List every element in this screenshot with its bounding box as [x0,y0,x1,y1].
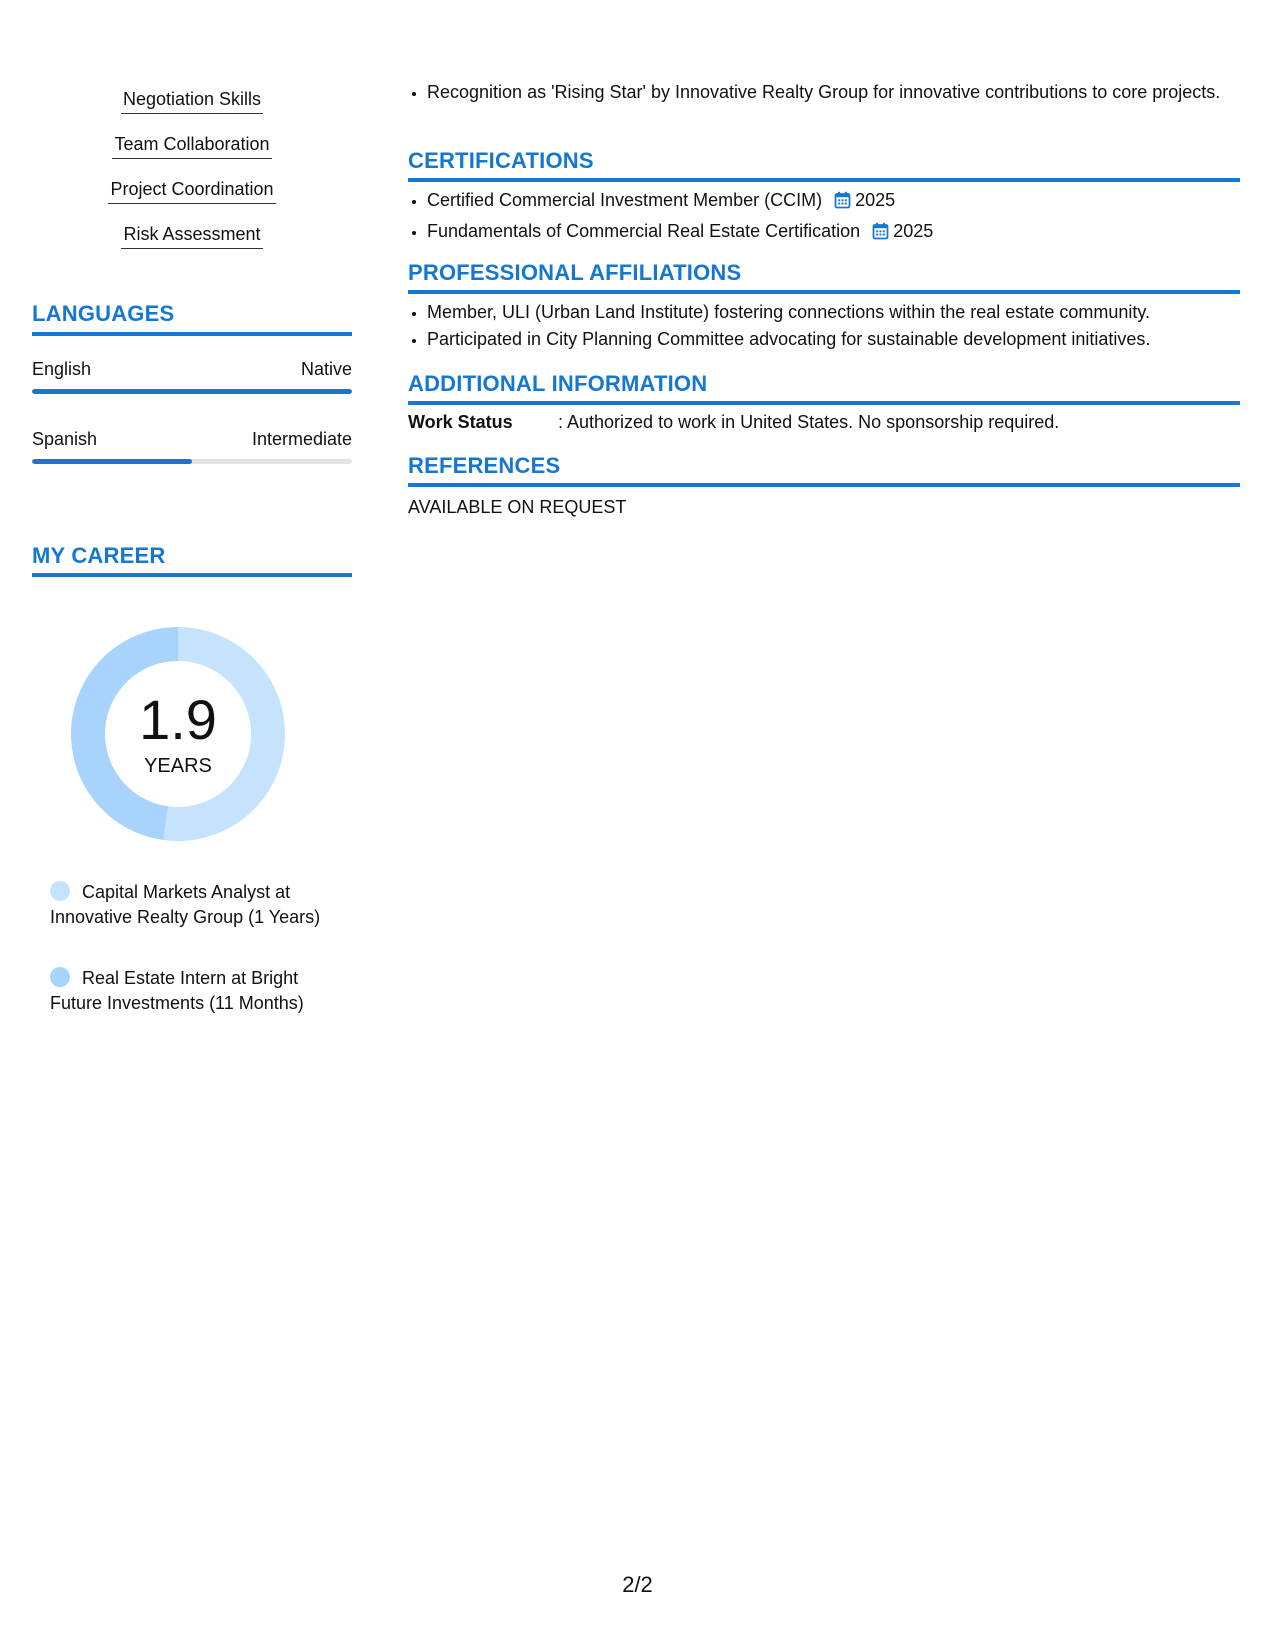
languages-rule [32,332,352,336]
calendar-icon [834,191,851,216]
career-donut-chart [64,620,292,848]
calendar-icon [872,222,889,247]
references-title: REFERENCES [408,453,561,478]
certification-name: Fundamentals of Commercial Real Estate Certification [427,221,861,241]
affiliations-rule [408,290,1240,294]
skill-item [32,223,352,249]
language-level: Intermediate [251,429,352,449]
legend-label: Real Estate Intern at Bright Future Investments (11 Months) [50,968,304,1013]
list-item: • Member, ULI (Urban Land Institute) fostering connections within the real estate community. [427,300,1240,325]
language-bar-fill [32,459,192,464]
references-text: AVAILABLE ON REQUEST [408,497,627,517]
career-title: MY CAREER [32,543,166,568]
skill-label: Team Collaboration [112,133,271,159]
skill-item [32,133,352,159]
career-rule [32,573,352,577]
page-number: 2/2 [622,1572,653,1597]
certification-item [427,188,1240,216]
work-status-value: : Authorized to work in United States. No sponsorship required. [558,412,1060,432]
additional-rule [408,401,1240,405]
languages-title: LANGUAGES [32,301,175,326]
legend-dot [50,881,70,901]
certifications-rule [408,178,1240,182]
skill-label: Risk Assessment [121,223,262,249]
language-row [32,428,352,450]
list-item: • Participated in City Planning Committee advocating for sustainable development initiatives. [427,327,1240,352]
donut-center [64,620,292,848]
career-total-unit: YEARS [144,755,212,777]
skill-label: Negotiation Skills [121,88,263,114]
affiliations-list [408,300,1240,352]
certification-year: 2025 [893,221,934,241]
language-name: English [32,359,92,379]
achievements-list [408,80,1240,105]
skill-label: Project Coordination [108,178,275,204]
language-level: Native [300,359,352,379]
skill-item [32,178,352,204]
work-status-label: Work Status [408,412,513,432]
language-bar [32,459,352,464]
career-legend-item [50,880,322,930]
list-item: • Recognition as 'Rising Star' by Innovative Realty Group for innovative contributions to core projects. [427,80,1240,105]
references-rule [408,483,1240,487]
certifications-title: CERTIFICATIONS [408,148,594,173]
career-legend-item [50,966,322,1016]
legend-label: Capital Markets Analyst at Innovative Realty Group (1 Years) [50,882,321,927]
certification-year: 2025 [855,190,896,210]
affiliations-title: PROFESSIONAL AFFILIATIONS [408,260,742,285]
language-name: Spanish [32,429,98,449]
additional-title: ADDITIONAL INFORMATION [408,371,708,396]
language-bar [32,389,352,394]
language-row [32,358,352,380]
legend-dot [50,967,70,987]
certification-name: Certified Commercial Investment Member (CCIM) [427,190,823,210]
skill-item [32,88,352,114]
certification-item [427,219,1240,247]
certifications-list [408,188,1240,247]
career-total-value: 1.9 [139,688,217,751]
language-bar-fill [32,389,352,394]
